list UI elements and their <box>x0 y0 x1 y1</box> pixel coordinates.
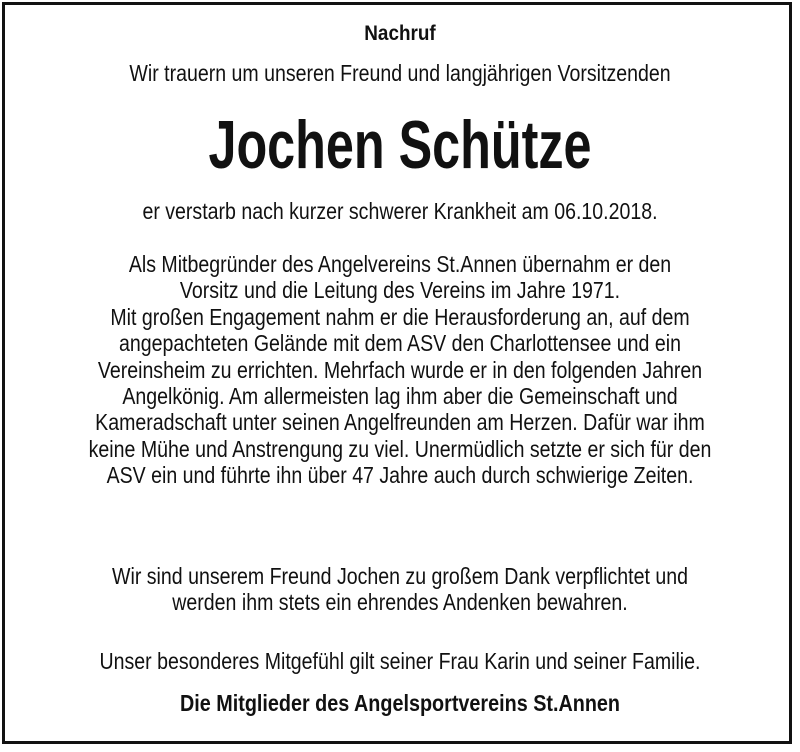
paragraph-line: werden ihm stets ein ehrendes Andenken bewahren. <box>172 589 628 616</box>
paragraph-line: Mit großen Engagement nahm er die Herausforderung an, auf dem <box>110 303 690 330</box>
paragraph-line: keine Mühe und Anstrengung zu viel. Unermüdlich setzte er sich für den <box>88 435 712 462</box>
death-statement: er verstarb nach kurzer schwerer Krankheit am 06.10.2018. <box>142 198 658 224</box>
notice-heading: Nachruf <box>364 22 436 45</box>
condolence-paragraph <box>0 648 800 674</box>
paragraph-line: Wir sind unserem Freund Jochen zu großem Dank verpflichtet und <box>112 563 688 589</box>
gratitude-paragraph <box>0 563 800 616</box>
paragraph-line: Vereinsheim zu errichten. Mehrfach wurde er in den folgenden Jahren <box>97 356 703 383</box>
paragraph-line: Angelkönig. Am allermeisten lag ihm aber die Gemeinschaft und <box>122 382 678 409</box>
notice-intro: Wir trauern um unseren Freund und langjährigen Vorsitzenden <box>129 60 671 86</box>
paragraph-line: Als Mitbegründer des Angelvereins St.Annen übernahm er den <box>128 251 672 277</box>
biography-paragraph <box>0 251 800 489</box>
paragraph-line: angepachteten Gelände mit dem ASV den Charlottensee und ein <box>119 330 681 357</box>
deceased-name: Jochen Schütze <box>208 107 592 183</box>
paragraph-line: Vorsitz und die Leitung des Vereins im Jahre 1971. <box>179 277 621 304</box>
paragraph-line: Unser besonderes Mitgefühl gilt seiner Frau Karin und seiner Familie. <box>99 648 701 674</box>
signature-line: Die Mitglieder des Angelsportvereins St.Annen <box>179 690 620 716</box>
paragraph-line: Kameradschaft unter seinen Angelfreunden am Herzen. Dafür war ihm <box>95 409 705 436</box>
paragraph-line: ASV ein und führte ihn über 47 Jahre auch durch schwierige Zeiten. <box>106 462 694 489</box>
